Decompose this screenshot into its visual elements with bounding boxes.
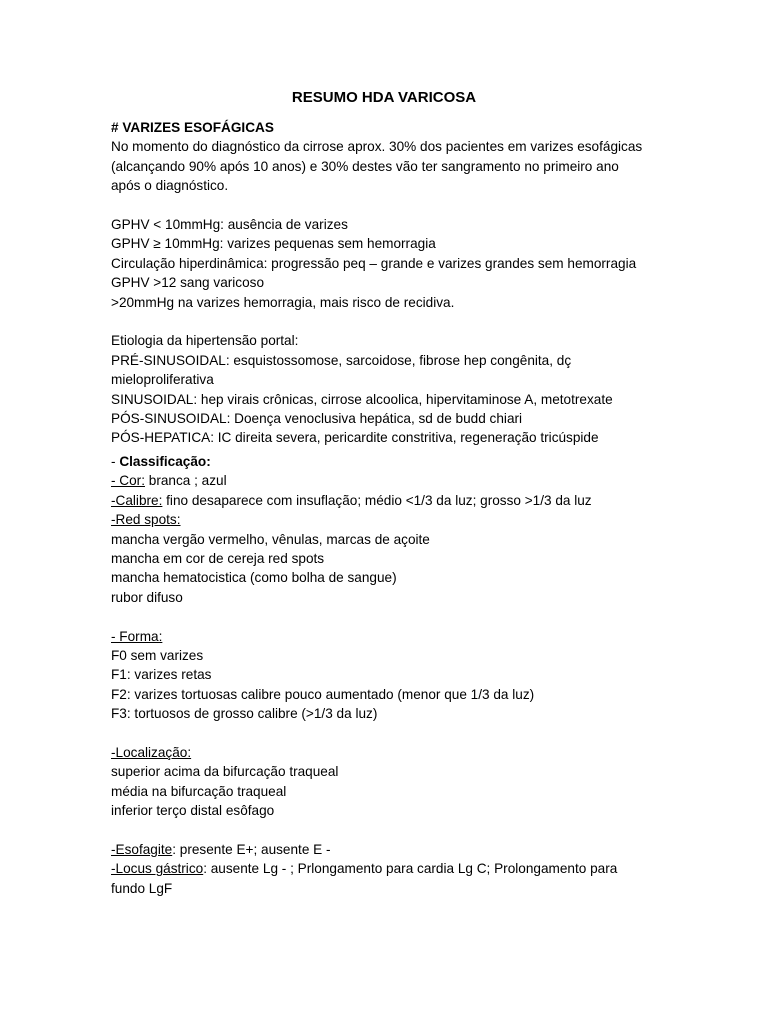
red-spots-item: mancha vergão vermelho, vênulas, marcas de açoite bbox=[111, 531, 430, 547]
localizacao-label: -Localização: bbox=[111, 744, 192, 760]
etiologia-line: SINUSOIDAL: hep virais crônicas, cirrose alcoolica, hipervitaminose A, metotrexate bbox=[111, 391, 613, 407]
etiologia-line: PÓS-HEPATICA: IC direita severa, pericardite constritiva, regeneração tricúspide bbox=[111, 430, 599, 446]
forma-label: - Forma: bbox=[111, 628, 163, 644]
esofagite-text: : presente E+; ausente E - bbox=[172, 841, 331, 857]
spacer bbox=[111, 196, 671, 215]
cor-label: - Cor: bbox=[111, 473, 145, 489]
forma-item: F1: varizes retas bbox=[111, 667, 212, 683]
classificacao-heading bbox=[111, 452, 671, 471]
etiologia-line: Etiologia da hipertensão portal: bbox=[111, 333, 299, 349]
classificacao-label: Classificação: bbox=[119, 453, 211, 469]
esofagite-label: -Esofagite bbox=[111, 841, 173, 857]
locus-label: -Locus gástrico bbox=[111, 861, 204, 877]
intro-line: após o diagnóstico. bbox=[111, 178, 229, 194]
gphv-line: >20mmHg na varizes hemorragia, mais risco de recidiva. bbox=[111, 294, 455, 310]
section-heading: # VARIZES ESOFÁGICAS bbox=[111, 120, 274, 135]
red-spots-item: rubor difuso bbox=[111, 589, 183, 605]
locus-text: : ausente Lg - ; Prlongamento para cardia Lg C; Prolongamento para bbox=[203, 861, 618, 877]
red-spots-item: mancha em cor de cereja red spots bbox=[111, 550, 325, 566]
calibre-text: fino desaparece com insuflação; médio <1/3 da luz; grosso >1/3 da luz bbox=[162, 492, 592, 508]
calibre-label: -Calibre: bbox=[111, 492, 163, 508]
document-body bbox=[111, 118, 671, 898]
localizacao-item: média na bifurcação traqueal bbox=[111, 783, 287, 799]
red-spots-item: mancha hematocistica (como bolha de sangue) bbox=[111, 570, 397, 586]
spacer bbox=[111, 821, 671, 840]
locus-line bbox=[111, 859, 671, 878]
localizacao-item: superior acima da bifurcação traqueal bbox=[111, 764, 339, 780]
cor-text: branca ; azul bbox=[144, 473, 227, 489]
locus-continuation: fundo LgF bbox=[111, 880, 173, 896]
gphv-line: Circulação hiperdinâmica: progressão peq – grande e varizes grandes sem hemorragia bbox=[111, 255, 637, 271]
cor-line bbox=[111, 471, 671, 490]
localizacao-item: inferior terço distal esôfago bbox=[111, 803, 275, 819]
gphv-line: GPHV ≥ 10mmHg: varizes pequenas sem hemorragia bbox=[111, 236, 436, 252]
intro-line: (alcançando 90% após 10 anos) e 30% destes vão ter sangramento no primeiro ano bbox=[111, 158, 619, 174]
forma-item: F2: varizes tortuosas calibre pouco aumentado (menor que 1/3 da luz) bbox=[111, 686, 535, 702]
red-spots-label: -Red spots: bbox=[111, 512, 181, 528]
etiologia-line: PÓS-SINUSOIDAL: Doença venoclusiva hepática, sd de budd chiari bbox=[111, 411, 523, 427]
esofagite-line bbox=[111, 840, 671, 859]
calibre-line bbox=[111, 491, 671, 510]
intro-line: No momento do diagnóstico da cirrose aprox. 30% dos pacientes em varizes esofágicas bbox=[111, 139, 643, 155]
etiologia-line: PRÉ-SINUSOIDAL: esquistossomose, sarcoidose, fibrose hep congênita, dç bbox=[111, 352, 572, 368]
gphv-line: GPHV >12 sang varicoso bbox=[111, 275, 265, 291]
classificacao-dash: - bbox=[111, 453, 120, 469]
spacer bbox=[111, 724, 671, 743]
spacer bbox=[111, 607, 671, 626]
forma-item: F3: tortuosos de grosso calibre (>1/3 da luz) bbox=[111, 706, 378, 722]
gphv-line: GPHV < 10mmHg: ausência de varizes bbox=[111, 217, 348, 233]
spacer bbox=[111, 312, 671, 331]
page-title: RESUMO HDA VARICOSA bbox=[291, 89, 477, 106]
forma-item: F0 sem varizes bbox=[111, 647, 204, 663]
etiologia-line: mieloproliferativa bbox=[111, 372, 214, 388]
